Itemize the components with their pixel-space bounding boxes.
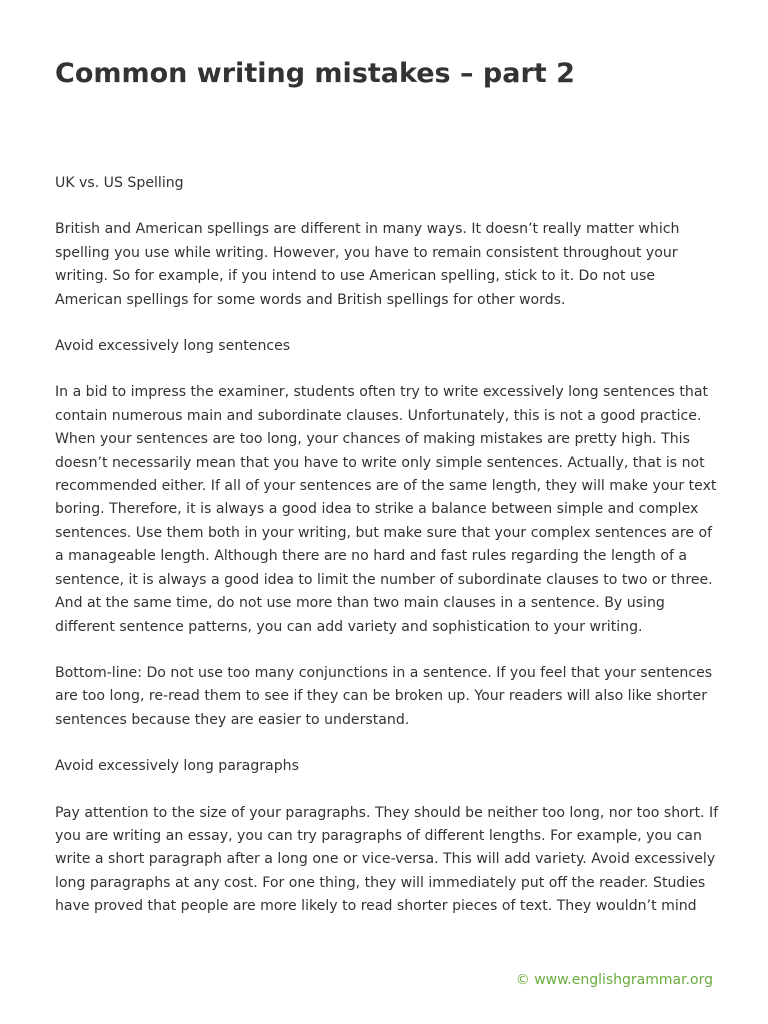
section-heading-long-sentences: Avoid excessively long sentences bbox=[55, 338, 291, 355]
section-heading-long-paragraphs: Avoid excessively long paragraphs bbox=[55, 758, 299, 775]
paragraph-spelling: British and American spellings are different in many ways. It doesn’t really matter which spelling you use while writing. However, you have to remain consistent throughout your writing. So for example, if you intend to use American spelling, stick to it. Do not use American spellings for some words and British spellings for other words. bbox=[55, 221, 680, 308]
paragraph-bottom-line: Bottom-line: Do not use too many conjunctions in a sentence. If you feel that your sentences are too long, re-read them to see if they can be broken up. Your readers will also like shorter sentences because they are easier to understand. bbox=[55, 664, 713, 728]
paragraph-long-sentences: In a bid to impress the examiner, students often try to write excessively long sentences that contain numerous main and subordinate clauses. Unfortunately, this is not a good practice. When your sentences are too long, your chances of making mistakes are pretty high. This doesn’t necessarily mean that you have to write only simple sentences. Actually, that is not recommended either. If all of your sentences are of the same length, they will make your text boring. Therefore, it is always a good idea to strike a balance between simple and complex sentences. Use them both in your writing, but make sure that your complex sentences are of a manageable length. Although there are no hard and fast rules regarding the length of a sentence, it is always a good idea to limit the number of subordinate clauses to two or three. And at the same time, do not use more than two main clauses in a sentence. By using different sentence patterns, you can add variety and sophistication to your writing. bbox=[55, 384, 717, 635]
page-title: Common writing mistakes – part 2 bbox=[55, 58, 575, 89]
section-heading-spelling: UK vs. US Spelling bbox=[55, 175, 184, 191]
article-body bbox=[55, 172, 720, 942]
footer-copyright bbox=[516, 970, 713, 990]
paragraph-long-paragraphs: Pay attention to the size of your paragraphs. They should be neither too long, nor too short. If you are writing an essay, you can try paragraphs of different lengths. For example, you can write a short paragraph after a long one or vice-versa. This will add variety. Avoid excessively long paragraphs at any cost. For one thing, they will immediately put off the reader. Studies have proved that people are more likely to read shorter pieces of text. They wouldn’t mind bbox=[55, 804, 719, 915]
footer-site-link[interactable]: © www.englishgrammar.org bbox=[515, 972, 713, 988]
